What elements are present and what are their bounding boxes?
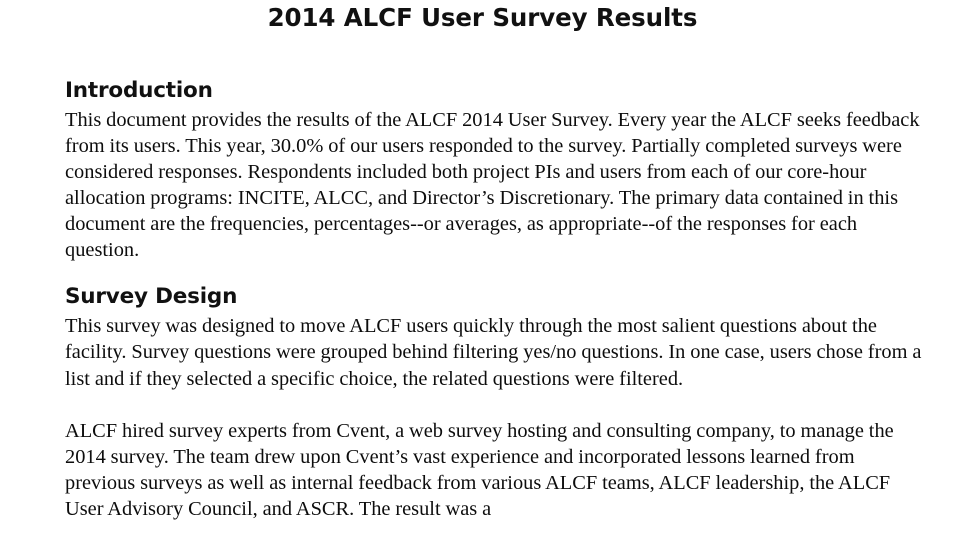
section-heading-introduction: Introduction bbox=[65, 78, 213, 103]
section-heading-survey-design: Survey Design bbox=[65, 284, 238, 310]
paragraph-introduction: This document provides the results of the ALCF 2014 User Survey. Every year the ALCF seeks feedback from its users. This year, 30.0% of our users responded to the survey. Partially completed surveys were considered responses. Respondents included both project PIs and users from each of our core-hour allocation programs: INCITE, ALCC, and Director’s Discretionary. The primary data contained in this document are the frequencies, percentages--or averages, as appropriate--of the responses for each question. bbox=[65, 108, 920, 262]
section-introduction bbox=[65, 78, 927, 263]
paragraph-survey-design-1: This survey was designed to move ALCF users quickly through the most salient questions about the facility. Survey questions were grouped behind filtering yes/no questions. In one case, users chose from a list and if they selected a specific choice, the related questions were filtered. bbox=[65, 315, 922, 390]
document-body bbox=[65, 78, 927, 543]
page-title: 2014 ALCF User Survey Results bbox=[267, 3, 698, 32]
paragraph-survey-design-2: ALCF hired survey experts from Cvent, a web survey hosting and consulting company, to manage the 2014 survey. The team drew upon Cvent’s vast experience and incorporated lessons learned from previous surveys as well as internal feedback from various ALCF teams, ALCF leadership, the ALCF User Advisory Council, and ASCR. The result was a bbox=[65, 419, 894, 520]
section-survey-design bbox=[65, 284, 927, 522]
